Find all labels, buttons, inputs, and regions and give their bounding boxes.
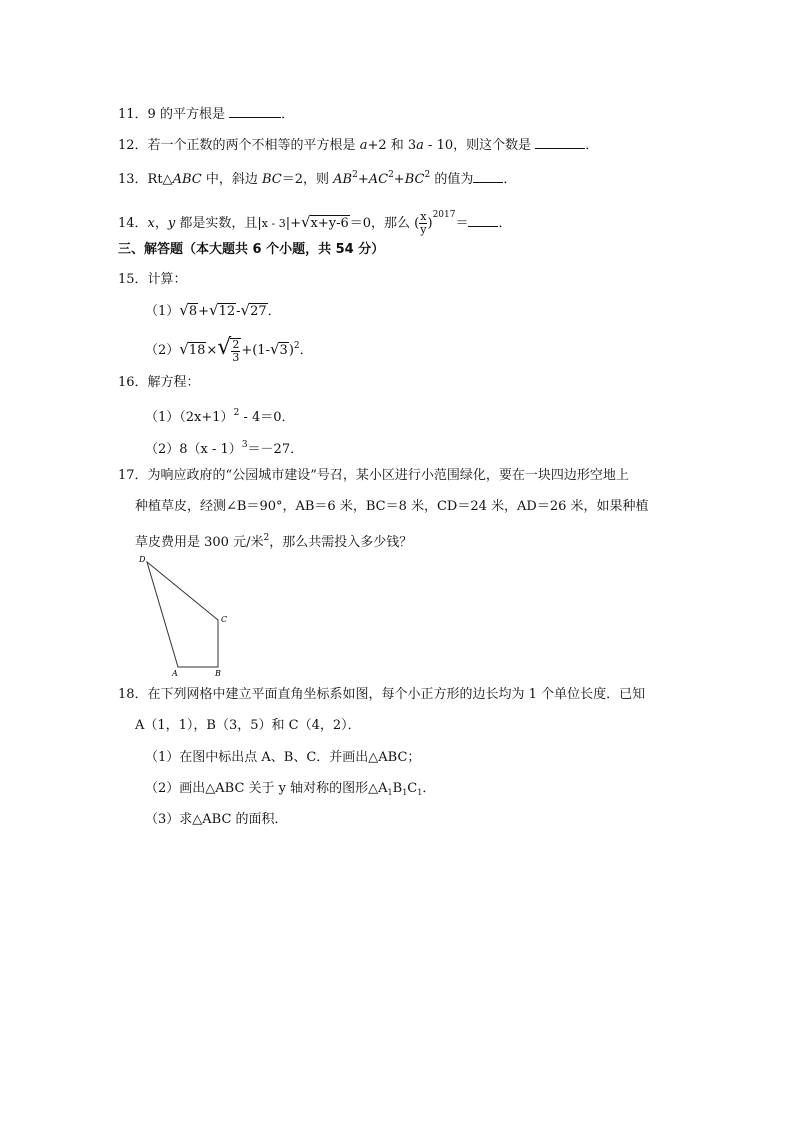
q18-part-1: （1）在图中标出点 A、B、C．并画出△ABC； (145, 750, 421, 765)
question-17-line-2: 种植草皮，经测∠B＝90°，AB＝6 米，BC＝8 米，CD＝24 米，AD＝26 米，如果种植 (135, 499, 649, 514)
question-18-line-2: A（1，1），B（3，5）和 C（4，2）． (135, 718, 361, 733)
question-12: 12．若一个正数的两个不相等的平方根是 a+2 和 3a - 10，则这个数是 ． (118, 134, 598, 156)
fraction-2-over-3: $\frac{2}{3}$ (232, 337, 240, 364)
q16-part-1: $(1)(2x+1)^2 - 4=0$． (145, 408, 295, 425)
question-16: 16．解方程： (118, 375, 200, 390)
label-d: D (139, 555, 146, 564)
q13-answer-blank[interactable] (473, 168, 503, 183)
label-a: A (172, 669, 178, 678)
q18-part-2: （2）画出△ABC 关于 y 轴对称的图形$\triangle A_1B_1C_1$． (145, 781, 436, 797)
q15-part-1: （1）√8+√12-√27． (145, 301, 281, 319)
section-3-heading: 三、解答题（本大题共 6 个小题，共 54 分） (118, 242, 385, 257)
question-13: 13．Rt△ABC 中，斜边 BC＝2，则 $AB^2+AC^2+BC^2$ 的值为 ． (118, 170, 517, 187)
q11-text: 9 的平方根是 (147, 107, 225, 122)
sqrt-symbol: √ (300, 213, 311, 231)
question-17-line-3: 草皮费用是 300 元/米$^2$，那么共需投入多少钱？ (135, 533, 413, 550)
q14-answer-blank[interactable] (468, 212, 498, 227)
fraction-x-over-y: $\frac{x}{y}$ (420, 210, 427, 236)
quadrilateral-figure (135, 552, 235, 680)
q12-answer-blank[interactable] (535, 134, 585, 149)
question-14: 14．x，y 都是实数，且|x - 3|+√x+y-6＝0，那么 ( $\frac{x}{y}$ )$^{2017}$＝ ． (118, 210, 512, 236)
q15-part-2: （2）√18×√ $\frac{2}{3}$ $+(1-√3)^2$． (145, 335, 313, 364)
q11-answer-blank[interactable] (229, 103, 281, 118)
question-17-line-1: 17．为响应政府的“公园城市建设”号召，某小区进行小范围绿化，要在一块四边形空地上 (118, 468, 629, 483)
quadrilateral-abcd (147, 562, 218, 667)
question-11: 11．9 的平方根是 ． (118, 103, 294, 125)
label-b: B (215, 669, 221, 678)
label-c: C (221, 615, 228, 624)
question-15: 15．计算： (118, 272, 187, 287)
q11-number: 11． (118, 107, 148, 122)
q18-part-3: （3）求△ABC 的面积． (145, 812, 288, 827)
question-18-line-1: 18．在下列网格中建立平面直角坐标系如图，每个小正方形的边长均为 1 个单位长度．已知 (118, 687, 646, 702)
q16-part-2: （2）8（x - 1）$^3$＝－27． (145, 440, 304, 457)
